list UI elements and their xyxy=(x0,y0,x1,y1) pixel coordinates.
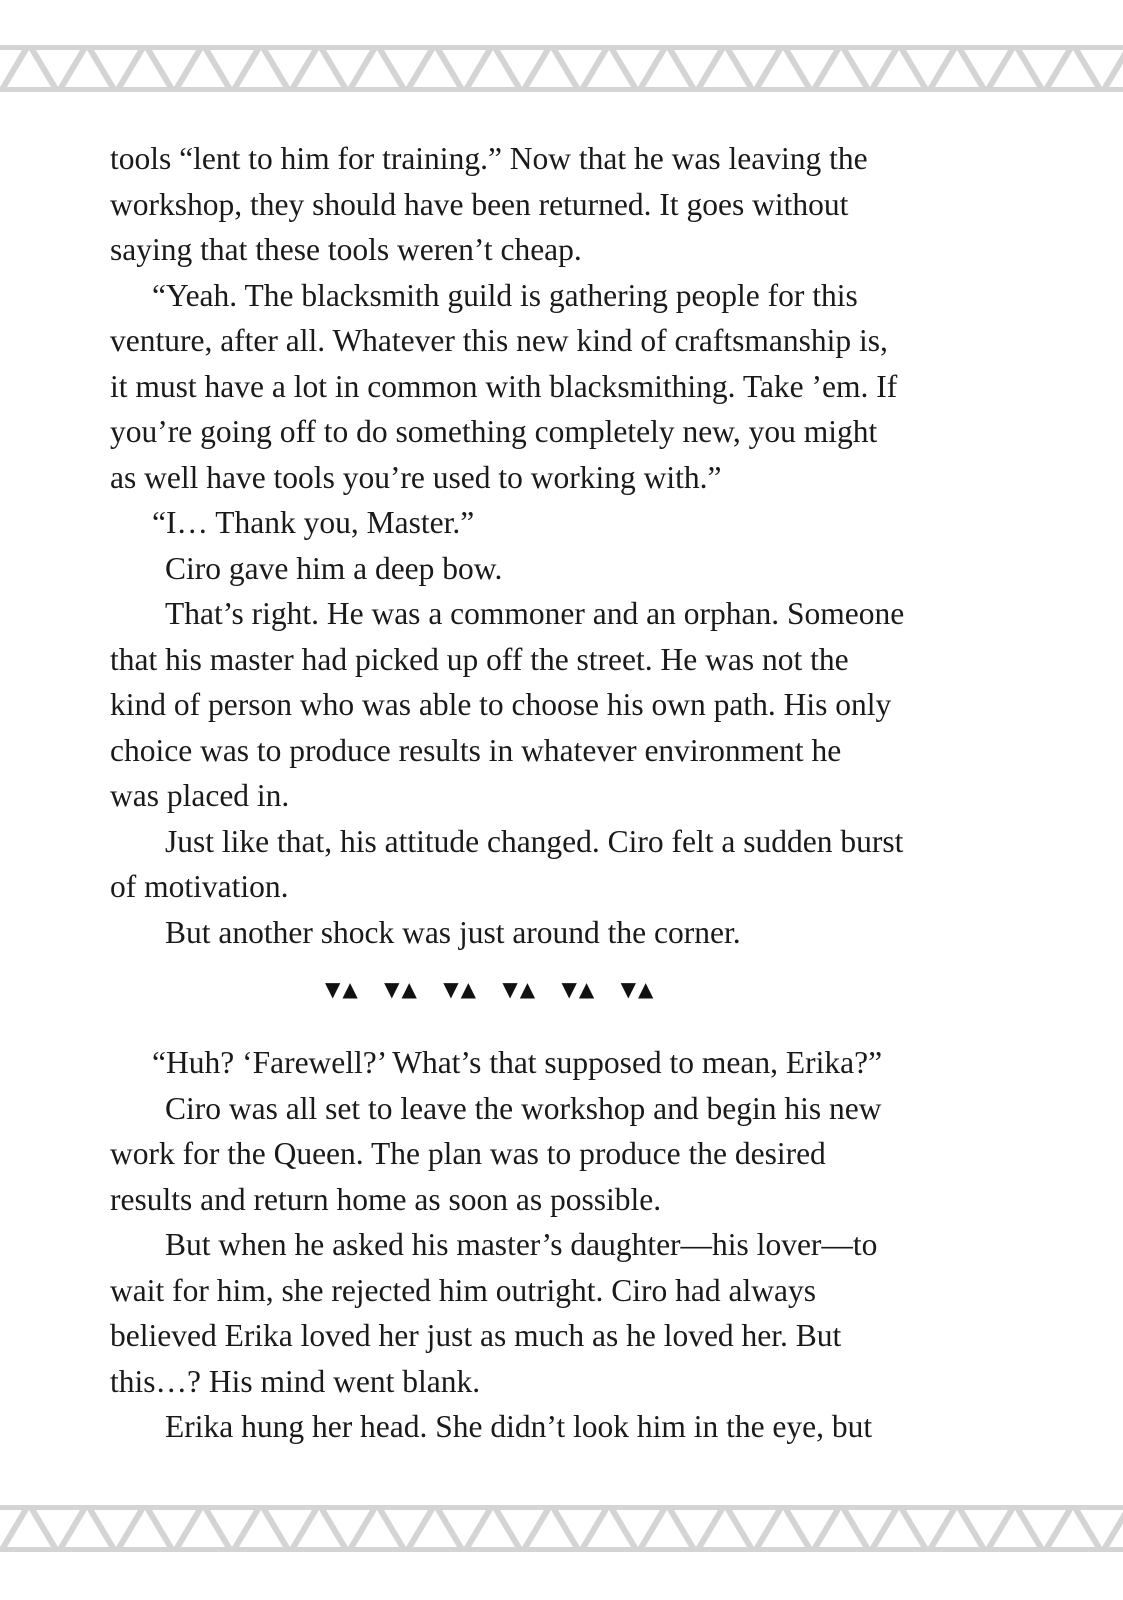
text-line: was placed in. xyxy=(110,778,290,813)
text-line: “Yeah. The blacksmith guild is gathering people for this xyxy=(152,277,858,313)
text-line: But another shock was just around the corner. xyxy=(165,914,741,950)
text-line: results and return home as soon as possible. xyxy=(110,1181,662,1217)
text-line: as well have tools you’re used to working with.” xyxy=(110,459,722,495)
text-line: it must have a lot in common with blacksmithing. Take ’em. If xyxy=(110,368,898,404)
decorative-border-bottom xyxy=(0,1505,1123,1552)
text-line: this…? His mind went blank. xyxy=(110,1363,481,1399)
scene-break-ornament xyxy=(325,974,775,1004)
text-line: believed Erika loved her just as much as he loved her. But xyxy=(110,1318,842,1353)
text-line: Ciro was all set to leave the workshop and begin his new xyxy=(165,1090,882,1126)
triangle-pattern-top xyxy=(0,45,1123,92)
text-line: that his master had picked up off the street. He was not the xyxy=(110,641,849,677)
scene-break-triangles: ▼▲ xyxy=(620,977,656,1001)
text-line: of motivation. xyxy=(110,869,289,904)
text-line: kind of person who was able to choose his own path. His only xyxy=(110,687,892,722)
text-line: Erika hung her head. She didn’t look him in the eye, but xyxy=(165,1409,873,1444)
text-line: But when he asked his master’s daughter—his lover—to xyxy=(165,1227,878,1262)
scene-break-triangles: ▼▲ xyxy=(384,977,419,1001)
text-line: “Huh? ‘Farewell?’ What’s that supposed to mean, Erika?” xyxy=(152,1045,883,1080)
text-line: Just like that, his attitude changed. Ciro felt a sudden burst xyxy=(165,823,904,859)
scene-break-triangles: ▼▲ xyxy=(502,977,538,1001)
text-line: That’s right. He was a commoner and an orphan. Someone xyxy=(165,596,905,631)
text-line: tools “lent to him for training.” Now that he was leaving the xyxy=(110,141,868,176)
text-line: venture, after all. Whatever this new kind of craftsmanship is, xyxy=(110,323,888,358)
text-line: workshop, they should have been returned. It goes without xyxy=(110,186,849,222)
text-line: choice was to produce results in whatever environment he xyxy=(110,732,842,768)
scene-break-triangles: ▼▲ xyxy=(561,977,597,1001)
text-line: “I… Thank you, Master.” xyxy=(152,505,475,540)
text-line: work for the Queen. The plan was to produce the desired xyxy=(110,1136,826,1171)
scene-break-triangles: ▼▲ xyxy=(325,977,360,1001)
text-line: you’re going off to do something completely new, you might xyxy=(110,414,878,449)
text-line: Ciro gave him a deep bow. xyxy=(165,550,503,586)
triangle-pattern-bottom xyxy=(0,1505,1123,1552)
text-line: saying that these tools weren’t cheap. xyxy=(110,232,582,267)
text-section-before-break xyxy=(110,136,1015,955)
text-line: wait for him, she rejected him outright. Ciro had always xyxy=(110,1272,816,1308)
scene-break-triangles: ▼▲ xyxy=(443,977,479,1001)
text-section-after-break xyxy=(110,1040,1015,1450)
decorative-border-top xyxy=(0,45,1123,92)
